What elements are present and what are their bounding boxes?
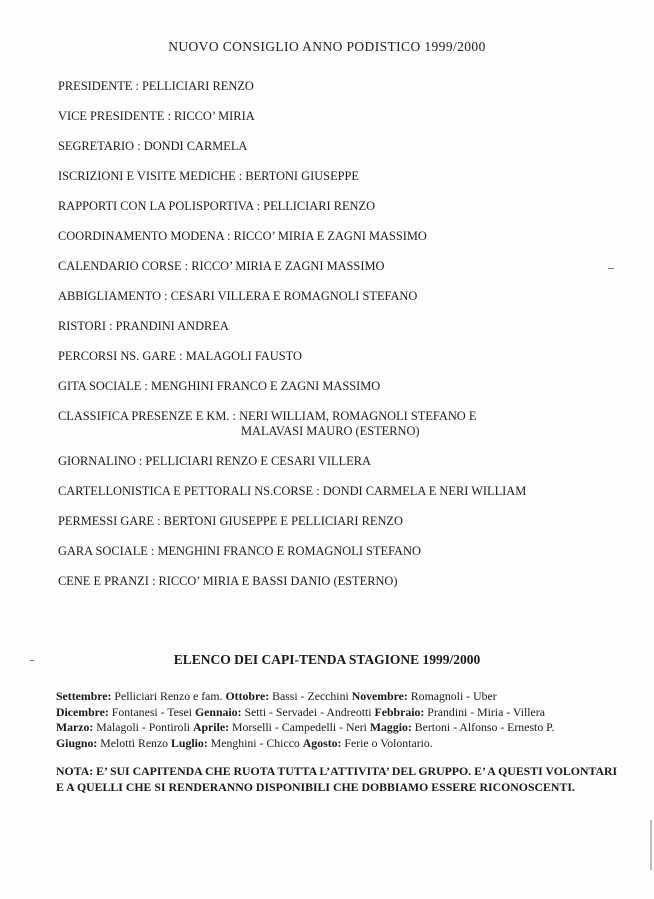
capi-tenda-names: Bertoni - Alfonso - Ernesto P.	[411, 720, 555, 734]
capi-tenda-month: Novembre:	[351, 689, 408, 703]
capi-tenda-names: Menghini - Chicco	[207, 735, 303, 750]
scan-speck	[30, 660, 34, 661]
capi-tenda-line	[56, 689, 616, 705]
council-role-text: RAPPORTI CON LA POLISPORTIVA : PELLICIARI RENZO	[58, 199, 376, 213]
council-role-item	[58, 454, 618, 484]
council-role-item	[58, 409, 618, 454]
council-role-text: GIORNALINO : PELLICIARI RENZO E CESARI VILLERA	[58, 454, 371, 468]
council-role-item	[58, 139, 618, 169]
capi-tenda-names: Pelliciari Renzo e fam.	[111, 689, 226, 703]
council-role-text: PERCORSI NS. GARE : MALAGOLI FAUSTO	[58, 349, 302, 363]
council-role-text: CARTELLONISTICA E PETTORALI NS.CORSE : DONDI CARMELA E NERI WILLIAM	[58, 484, 527, 498]
capi-tenda-month: Febbraio:	[374, 704, 425, 719]
capi-tenda-month: Settembre:	[56, 689, 112, 703]
capi-tenda-line	[56, 705, 616, 721]
council-role-item	[58, 319, 618, 349]
council-role-text: RISTORI : PRANDINI ANDREA	[58, 319, 229, 333]
council-role-item	[58, 79, 618, 109]
council-role-text: COORDINAMENTO MODENA : RICCO’ MIRIA E ZAGNI MASSIMO	[58, 229, 427, 243]
capi-tenda-month: Gennaio:	[194, 704, 242, 719]
capi-tenda-names: Malagoli - Pontiroli	[93, 720, 193, 734]
council-roles-list	[58, 79, 618, 604]
council-role-item	[58, 199, 618, 229]
capi-tenda-names: Ferie o Volontario.	[341, 735, 433, 750]
council-role-text: CALENDARIO CORSE : RICCO’ MIRIA E ZAGNI MASSIMO	[58, 259, 385, 273]
council-role-item	[58, 484, 618, 514]
council-role-text: CLASSIFICA PRESENZE E KM. : NERI WILLIAM, ROMAGNOLI STEFANO E	[58, 409, 477, 423]
capi-tenda-names: Bassi - Zecchini	[269, 689, 352, 703]
capi-tenda-month: Luglio:	[171, 735, 208, 750]
capi-tenda-month: Ottobre:	[225, 689, 270, 703]
capi-tenda-names: Setti - Servadei - Andreotti	[241, 704, 375, 719]
council-role-item	[58, 109, 618, 139]
capi-tenda-title: ELENCO DEI CAPI-TENDA STAGIONE 1999/2000	[173, 652, 481, 667]
council-role-text: SEGRETARIO : DONDI CARMELA	[58, 139, 248, 153]
council-role-item	[58, 379, 618, 409]
capi-tenda-names: Romagnoli - Uber	[407, 689, 497, 703]
council-role-item	[58, 229, 618, 259]
scan-speck	[608, 268, 614, 269]
capi-tenda-month: Maggio:	[369, 720, 412, 734]
capi-tenda-names: Melotti Renzo	[97, 735, 172, 750]
capi-tenda-month: Giugno:	[56, 735, 98, 750]
council-role-item	[58, 169, 618, 199]
council-role-text: ISCRIZIONI E VISITE MEDICHE : BERTONI GIUSEPPE	[58, 169, 359, 183]
council-role-text: CENE E PRANZI : RICCO’ MIRIA E BASSI DANIO (ESTERNO)	[58, 574, 398, 588]
capi-tenda-line	[56, 736, 616, 752]
scan-edge-mark	[650, 820, 652, 870]
capi-tenda-names: Morselli - Campedelli - Neri	[229, 720, 370, 734]
council-role-item	[58, 544, 618, 574]
council-role-text: PRESIDENTE : PELLICIARI RENZO	[58, 79, 254, 93]
capi-tenda-line	[56, 720, 616, 736]
council-role-item	[58, 514, 618, 544]
capi-tenda-month: Agosto:	[302, 735, 342, 750]
council-role-item	[58, 289, 618, 319]
council-role-item	[58, 349, 618, 379]
council-role-item	[58, 259, 618, 289]
nota-paragraph: NOTA: E’ SUI CAPITENDA CHE RUOTA TUTTA L’ATTIVITA’ DEL GRUPPO. E’ A QUESTI VOLONTARI E A QUELLI CHE SI RENDERANNO DISPONIBILI CHE DOBBIAMO ESSERE RICONOSCENTI.	[56, 764, 618, 794]
council-role-text: PERMESSI GARE : BERTONI GIUSEPPE E PELLICIARI RENZO	[58, 514, 403, 528]
council-role-text: ABBIGLIAMENTO : CESARI VILLERA E ROMAGNOLI STEFANO	[58, 289, 418, 303]
capi-tenda-month: Dicembre:	[56, 704, 109, 719]
capi-tenda-names: Prandini - Miria - Villera	[424, 704, 545, 719]
council-role-text: VICE PRESIDENTE : RICCO’ MIRIA	[58, 109, 255, 123]
page-title: NUOVO CONSIGLIO ANNO PODISTICO 1999/2000	[168, 39, 486, 54]
council-role-continuation: MALAVASI MAURO (ESTERNO)	[241, 424, 420, 438]
capi-tenda-names: Fontanesi - Tesei	[108, 704, 195, 719]
capi-tenda-schedule	[56, 689, 616, 751]
council-role-item	[58, 574, 618, 604]
council-role-text: GITA SOCIALE : MENGHINI FRANCO E ZAGNI MASSIMO	[58, 379, 381, 393]
council-role-text: GARA SOCIALE : MENGHINI FRANCO E ROMAGNOLI STEFANO	[58, 544, 421, 558]
capi-tenda-month: Aprile:	[192, 720, 230, 734]
capi-tenda-month: Marzo:	[56, 720, 94, 734]
